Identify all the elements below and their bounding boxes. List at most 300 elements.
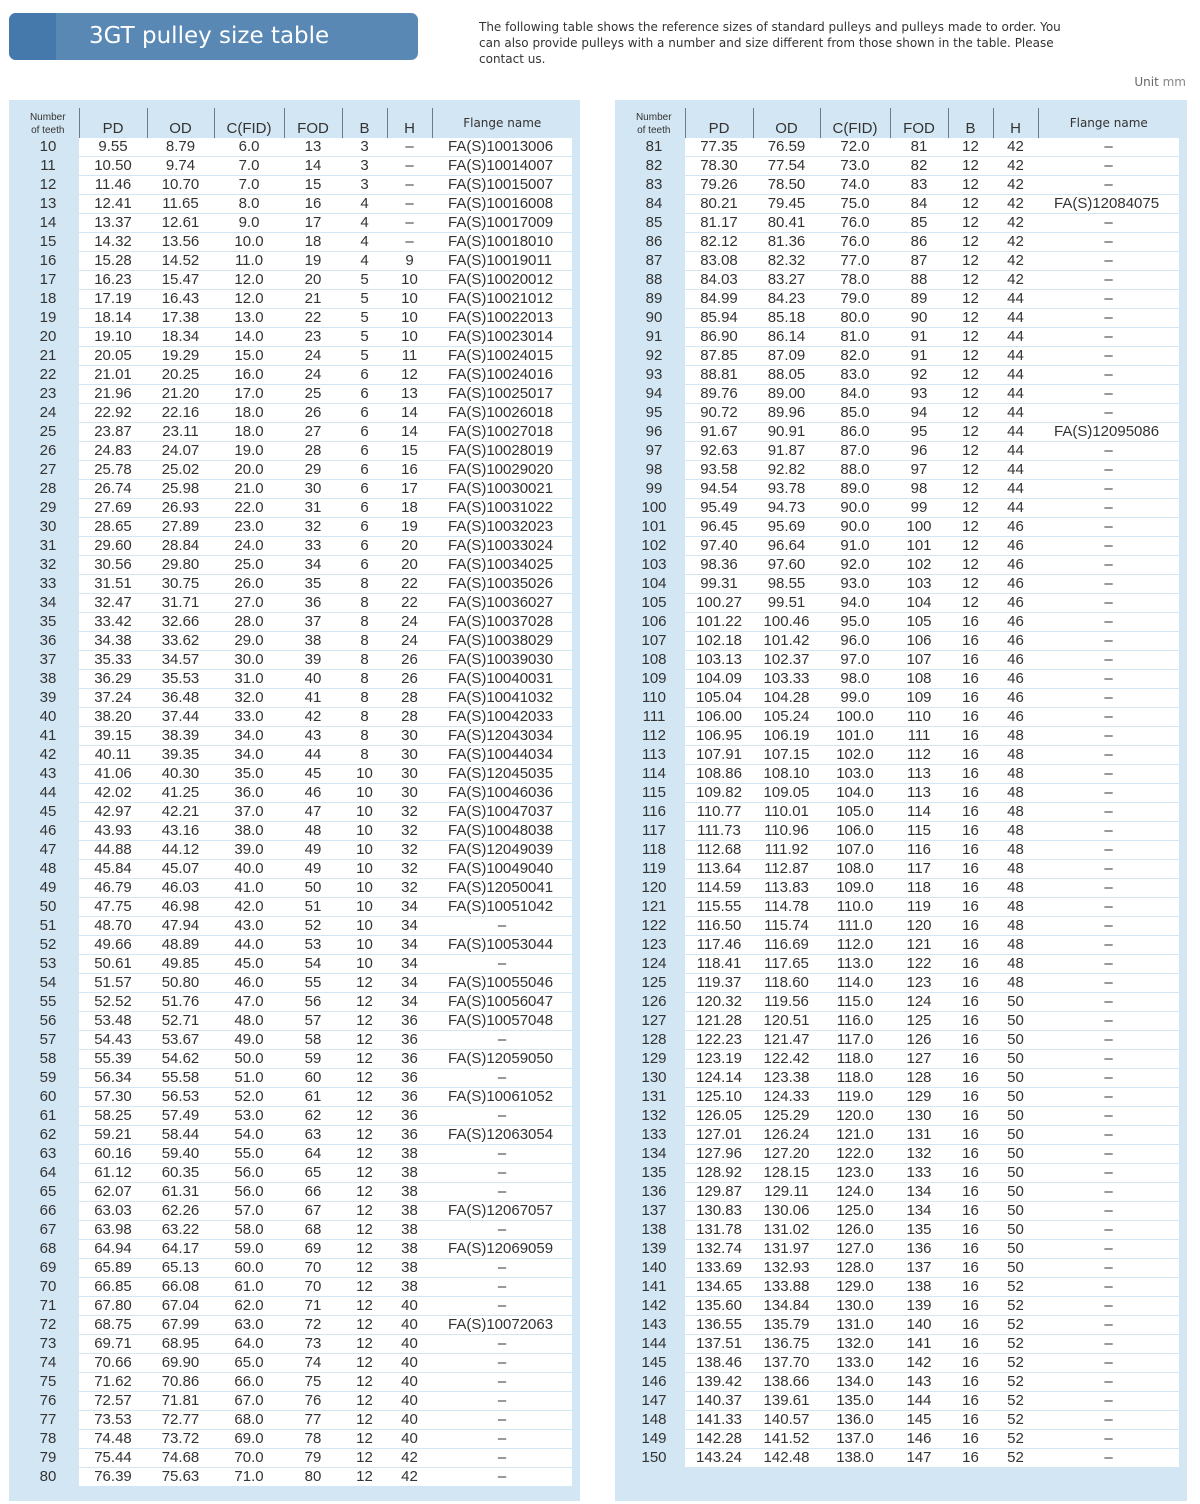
cell-h: 42: [993, 214, 1038, 233]
cell-fod: 30: [284, 480, 342, 499]
table-row: [17, 271, 572, 290]
cell-cfid: 137.0: [820, 1430, 890, 1449]
table-row: [623, 366, 1179, 385]
col-header-pd: PD: [79, 108, 147, 138]
cell-flange: FA(S)10035026: [432, 575, 572, 594]
cell-flange: –: [1038, 1449, 1179, 1468]
cell-cfid: 51.0: [214, 1069, 284, 1088]
cell-pd: 22.92: [79, 404, 147, 423]
cell-cfid: 64.0: [214, 1335, 284, 1354]
table-row: [623, 1354, 1179, 1373]
cell-pd: 30.56: [79, 556, 147, 575]
table-row: [17, 1468, 572, 1487]
table-row: [17, 765, 572, 784]
cell-pd: 132.74: [685, 1240, 753, 1259]
cell-od: 56.53: [147, 1088, 214, 1107]
cell-flange: –: [1038, 176, 1179, 195]
cell-pd: 137.51: [685, 1335, 753, 1354]
cell-pd: 31.51: [79, 575, 147, 594]
cell-od: 127.20: [753, 1145, 820, 1164]
cell-flange: –: [1038, 936, 1179, 955]
cell-pd: 75.44: [79, 1449, 147, 1468]
table-row: [17, 594, 572, 613]
cell-fod: 53: [284, 936, 342, 955]
cell-h: 42: [993, 195, 1038, 214]
cell-teeth: 40: [17, 708, 79, 727]
cell-teeth: 122: [623, 917, 685, 936]
cell-fod: 145: [890, 1411, 948, 1430]
cell-h: 50: [993, 1259, 1038, 1278]
cell-pd: 29.60: [79, 537, 147, 556]
cell-h: 17: [387, 480, 432, 499]
cell-b: 16: [948, 822, 993, 841]
cell-h: 44: [993, 347, 1038, 366]
table-row: [623, 993, 1179, 1012]
cell-cfid: 7.0: [214, 176, 284, 195]
cell-flange: –: [1038, 708, 1179, 727]
cell-h: 44: [993, 442, 1038, 461]
cell-fod: 86: [890, 233, 948, 252]
cell-b: 6: [342, 480, 387, 499]
cell-fod: 14: [284, 157, 342, 176]
cell-od: 85.18: [753, 309, 820, 328]
cell-flange: –: [1038, 252, 1179, 271]
cell-od: 50.80: [147, 974, 214, 993]
cell-teeth: 112: [623, 727, 685, 746]
cell-flange: FA(S)10061052: [432, 1088, 572, 1107]
cell-od: 13.56: [147, 233, 214, 252]
table-row: [623, 423, 1179, 442]
cell-od: 88.05: [753, 366, 820, 385]
cell-cfid: 74.0: [820, 176, 890, 195]
cell-pd: 78.30: [685, 157, 753, 176]
cell-h: –: [387, 214, 432, 233]
cell-b: 5: [342, 328, 387, 347]
cell-flange: FA(S)10017009: [432, 214, 572, 233]
cell-b: 4: [342, 195, 387, 214]
cell-pd: 129.87: [685, 1183, 753, 1202]
cell-h: 52: [993, 1411, 1038, 1430]
cell-b: 6: [342, 385, 387, 404]
cell-b: 16: [948, 1145, 993, 1164]
cell-flange: FA(S)10038029: [432, 632, 572, 651]
table-row: [623, 841, 1179, 860]
cell-fod: 48: [284, 822, 342, 841]
cell-od: 133.88: [753, 1278, 820, 1297]
col-header-teeth: [17, 108, 79, 138]
cell-teeth: 48: [17, 860, 79, 879]
cell-cfid: 23.0: [214, 518, 284, 537]
cell-flange: FA(S)10057048: [432, 1012, 572, 1031]
cell-flange: –: [1038, 404, 1179, 423]
table-row: [17, 1164, 572, 1183]
cell-pd: 68.75: [79, 1316, 147, 1335]
cell-cfid: 54.0: [214, 1126, 284, 1145]
cell-od: 105.24: [753, 708, 820, 727]
cell-fod: 33: [284, 537, 342, 556]
cell-pd: 33.42: [79, 613, 147, 632]
cell-pd: 10.50: [79, 157, 147, 176]
cell-cfid: 45.0: [214, 955, 284, 974]
table-row: [17, 309, 572, 328]
cell-od: 129.11: [753, 1183, 820, 1202]
cell-flange: FA(S)10019011: [432, 252, 572, 271]
table-row: [623, 1335, 1179, 1354]
col-header-fod: FOD: [284, 108, 342, 138]
cell-od: 52.71: [147, 1012, 214, 1031]
col-header-b: B: [342, 108, 387, 138]
cell-h: 32: [387, 860, 432, 879]
cell-pd: 74.48: [79, 1430, 147, 1449]
cell-pd: 97.40: [685, 537, 753, 556]
cell-b: 6: [342, 404, 387, 423]
cell-fod: 60: [284, 1069, 342, 1088]
cell-fod: 76: [284, 1392, 342, 1411]
cell-h: 38: [387, 1221, 432, 1240]
cell-b: 6: [342, 366, 387, 385]
cell-teeth: 85: [623, 214, 685, 233]
cell-cfid: 124.0: [820, 1183, 890, 1202]
cell-cfid: 52.0: [214, 1088, 284, 1107]
cell-h: 10: [387, 328, 432, 347]
title-accent-block: [9, 13, 56, 60]
cell-pd: 19.10: [79, 328, 147, 347]
cell-od: 29.80: [147, 556, 214, 575]
cell-teeth: 72: [17, 1316, 79, 1335]
cell-fod: 114: [890, 803, 948, 822]
table-row: [17, 233, 572, 252]
cell-cfid: 7.0: [214, 157, 284, 176]
table-header-row: [623, 108, 1179, 138]
cell-flange: –: [1038, 309, 1179, 328]
table-row: [17, 632, 572, 651]
cell-flange: –: [1038, 1240, 1179, 1259]
cell-flange: –: [1038, 727, 1179, 746]
cell-od: 65.13: [147, 1259, 214, 1278]
cell-fod: 108: [890, 670, 948, 689]
cell-od: 75.63: [147, 1468, 214, 1487]
cell-b: 16: [948, 784, 993, 803]
table-row: [623, 404, 1179, 423]
cell-teeth: 128: [623, 1031, 685, 1050]
cell-od: 82.32: [753, 252, 820, 271]
cell-teeth: 27: [17, 461, 79, 480]
cell-pd: 96.45: [685, 518, 753, 537]
cell-cfid: 100.0: [820, 708, 890, 727]
cell-pd: 45.84: [79, 860, 147, 879]
cell-od: 27.89: [147, 518, 214, 537]
cell-flange: FA(S)10022013: [432, 309, 572, 328]
cell-teeth: 105: [623, 594, 685, 613]
cell-teeth: 137: [623, 1202, 685, 1221]
cell-cfid: 75.0: [820, 195, 890, 214]
cell-fod: 28: [284, 442, 342, 461]
cell-teeth: 95: [623, 404, 685, 423]
cell-fod: 72: [284, 1316, 342, 1335]
cell-flange: –: [432, 1335, 572, 1354]
cell-b: 16: [948, 708, 993, 727]
cell-fod: 49: [284, 841, 342, 860]
cell-cfid: 13.0: [214, 309, 284, 328]
cell-pd: 106.95: [685, 727, 753, 746]
cell-cfid: 135.0: [820, 1392, 890, 1411]
cell-flange: –: [432, 1145, 572, 1164]
cell-cfid: 90.0: [820, 518, 890, 537]
cell-flange: FA(S)10049040: [432, 860, 572, 879]
cell-b: 16: [948, 689, 993, 708]
cell-flange: –: [1038, 328, 1179, 347]
cell-flange: –: [1038, 1335, 1179, 1354]
cell-pd: 53.48: [79, 1012, 147, 1031]
cell-od: 79.45: [753, 195, 820, 214]
cell-b: 16: [948, 1012, 993, 1031]
cell-flange: –: [1038, 993, 1179, 1012]
cell-b: 12: [948, 499, 993, 518]
cell-h: 52: [993, 1449, 1038, 1468]
cell-fod: 119: [890, 898, 948, 917]
cell-h: 40: [387, 1297, 432, 1316]
cell-od: 71.81: [147, 1392, 214, 1411]
cell-teeth: 91: [623, 328, 685, 347]
cell-fod: 144: [890, 1392, 948, 1411]
cell-h: 14: [387, 423, 432, 442]
cell-teeth: 101: [623, 518, 685, 537]
cell-h: 44: [993, 423, 1038, 442]
cell-cfid: 56.0: [214, 1183, 284, 1202]
table-row: [623, 233, 1179, 252]
cell-teeth: 116: [623, 803, 685, 822]
cell-b: 16: [948, 1221, 993, 1240]
cell-od: 111.92: [753, 841, 820, 860]
cell-od: 132.93: [753, 1259, 820, 1278]
cell-pd: 93.58: [685, 461, 753, 480]
cell-h: 52: [993, 1297, 1038, 1316]
cell-teeth: 84: [623, 195, 685, 214]
cell-cfid: 86.0: [820, 423, 890, 442]
cell-fod: 138: [890, 1278, 948, 1297]
cell-b: 12: [342, 1354, 387, 1373]
cell-pd: 136.55: [685, 1316, 753, 1335]
cell-b: 16: [948, 1392, 993, 1411]
table-row: [623, 613, 1179, 632]
table-row: [17, 214, 572, 233]
page-title: 3GT pulley size table: [89, 23, 330, 49]
cell-teeth: 35: [17, 613, 79, 632]
cell-od: 43.16: [147, 822, 214, 841]
cell-teeth: 110: [623, 689, 685, 708]
cell-od: 49.85: [147, 955, 214, 974]
cell-cfid: 87.0: [820, 442, 890, 461]
col-header-teeth-line1: Number: [29, 112, 66, 123]
cell-b: 12: [342, 1278, 387, 1297]
cell-teeth: 134: [623, 1145, 685, 1164]
cell-b: 12: [342, 1050, 387, 1069]
cell-pd: 140.37: [685, 1392, 753, 1411]
cell-od: 83.27: [753, 271, 820, 290]
cell-pd: 36.29: [79, 670, 147, 689]
cell-teeth: 129: [623, 1050, 685, 1069]
cell-od: 45.07: [147, 860, 214, 879]
table-row: [17, 347, 572, 366]
cell-cfid: 70.0: [214, 1449, 284, 1468]
cell-h: 42: [387, 1449, 432, 1468]
cell-pd: 85.94: [685, 309, 753, 328]
cell-flange: –: [1038, 1354, 1179, 1373]
cell-b: 16: [948, 1411, 993, 1430]
table-row: [17, 1411, 572, 1430]
cell-od: 39.35: [147, 746, 214, 765]
cell-teeth: 103: [623, 556, 685, 575]
cell-h: 22: [387, 594, 432, 613]
cell-h: 40: [387, 1373, 432, 1392]
cell-cfid: 72.0: [820, 138, 890, 157]
cell-pd: 79.26: [685, 176, 753, 195]
cell-h: 34: [387, 993, 432, 1012]
cell-teeth: 96: [623, 423, 685, 442]
cell-flange: FA(S)12069059: [432, 1240, 572, 1259]
cell-pd: 65.89: [79, 1259, 147, 1278]
cell-h: 24: [387, 613, 432, 632]
cell-teeth: 145: [623, 1354, 685, 1373]
cell-fod: 65: [284, 1164, 342, 1183]
cell-b: 12: [948, 385, 993, 404]
cell-flange: FA(S)10021012: [432, 290, 572, 309]
cell-cfid: 132.0: [820, 1335, 890, 1354]
cell-h: 18: [387, 499, 432, 518]
cell-cfid: 118.0: [820, 1050, 890, 1069]
cell-pd: 98.36: [685, 556, 753, 575]
cell-fod: 67: [284, 1202, 342, 1221]
cell-fod: 113: [890, 765, 948, 784]
unit-label: [1134, 75, 1186, 89]
cell-pd: 94.54: [685, 480, 753, 499]
table-row: [17, 1297, 572, 1316]
cell-cfid: 17.0: [214, 385, 284, 404]
cell-cfid: 35.0: [214, 765, 284, 784]
cell-flange: FA(S)10014007: [432, 157, 572, 176]
cell-fod: 24: [284, 366, 342, 385]
cell-h: 42: [993, 271, 1038, 290]
cell-b: 16: [948, 1240, 993, 1259]
cell-teeth: 60: [17, 1088, 79, 1107]
cell-b: 16: [948, 841, 993, 860]
cell-b: 16: [948, 1297, 993, 1316]
cell-od: 81.36: [753, 233, 820, 252]
cell-teeth: 148: [623, 1411, 685, 1430]
cell-cfid: 56.0: [214, 1164, 284, 1183]
cell-cfid: 18.0: [214, 404, 284, 423]
cell-pd: 59.21: [79, 1126, 147, 1145]
cell-pd: 28.65: [79, 518, 147, 537]
cell-teeth: 37: [17, 651, 79, 670]
cell-od: 122.42: [753, 1050, 820, 1069]
cell-fod: 22: [284, 309, 342, 328]
cell-cfid: 66.0: [214, 1373, 284, 1392]
cell-od: 77.54: [753, 157, 820, 176]
cell-h: 26: [387, 651, 432, 670]
col-header-cfid: C(FID): [214, 108, 284, 138]
cell-b: 12: [948, 518, 993, 537]
cell-cfid: 24.0: [214, 537, 284, 556]
cell-teeth: 47: [17, 841, 79, 860]
cell-cfid: 29.0: [214, 632, 284, 651]
cell-h: 48: [993, 841, 1038, 860]
cell-od: 103.33: [753, 670, 820, 689]
cell-flange: FA(S)12045035: [432, 765, 572, 784]
table-row: [17, 1145, 572, 1164]
cell-h: 50: [993, 1164, 1038, 1183]
cell-od: 55.58: [147, 1069, 214, 1088]
cell-teeth: 89: [623, 290, 685, 309]
cell-h: 44: [993, 366, 1038, 385]
cell-fod: 137: [890, 1259, 948, 1278]
cell-od: 46.98: [147, 898, 214, 917]
cell-h: 36: [387, 1107, 432, 1126]
cell-flange: –: [1038, 1259, 1179, 1278]
cell-h: 32: [387, 822, 432, 841]
cell-fod: 111: [890, 727, 948, 746]
cell-pd: 64.94: [79, 1240, 147, 1259]
cell-flange: –: [1038, 1411, 1179, 1430]
cell-b: 16: [948, 727, 993, 746]
table-row: [623, 1202, 1179, 1221]
cell-od: 91.87: [753, 442, 820, 461]
cell-teeth: 68: [17, 1240, 79, 1259]
cell-fod: 64: [284, 1145, 342, 1164]
cell-od: 14.52: [147, 252, 214, 271]
cell-od: 38.39: [147, 727, 214, 746]
cell-cfid: 118.0: [820, 1069, 890, 1088]
cell-flange: –: [1038, 518, 1179, 537]
cell-b: 8: [342, 689, 387, 708]
table-row: [623, 746, 1179, 765]
cell-cfid: 128.0: [820, 1259, 890, 1278]
cell-pd: 81.17: [685, 214, 753, 233]
cell-od: 61.31: [147, 1183, 214, 1202]
cell-fod: 70: [284, 1259, 342, 1278]
cell-pd: 127.01: [685, 1126, 753, 1145]
cell-teeth: 57: [17, 1031, 79, 1050]
cell-flange: FA(S)10024016: [432, 366, 572, 385]
cell-od: 41.25: [147, 784, 214, 803]
cell-pd: 124.14: [685, 1069, 753, 1088]
cell-teeth: 76: [17, 1392, 79, 1411]
cell-flange: –: [1038, 651, 1179, 670]
cell-pd: 13.37: [79, 214, 147, 233]
cell-teeth: 131: [623, 1088, 685, 1107]
cell-b: 16: [948, 1259, 993, 1278]
cell-teeth: 149: [623, 1430, 685, 1449]
cell-fod: 106: [890, 632, 948, 651]
cell-teeth: 38: [17, 670, 79, 689]
cell-flange: –: [1038, 1145, 1179, 1164]
cell-cfid: 46.0: [214, 974, 284, 993]
cell-pd: 21.96: [79, 385, 147, 404]
cell-teeth: 142: [623, 1297, 685, 1316]
cell-b: 12: [948, 271, 993, 290]
cell-flange: –: [1038, 1183, 1179, 1202]
cell-od: 67.04: [147, 1297, 214, 1316]
cell-b: 12: [342, 1145, 387, 1164]
cell-flange: –: [432, 1354, 572, 1373]
cell-flange: FA(S)10072063: [432, 1316, 572, 1335]
cell-flange: FA(S)10033024: [432, 537, 572, 556]
cell-od: 89.96: [753, 404, 820, 423]
cell-flange: –: [432, 955, 572, 974]
table-header-row: [17, 108, 572, 138]
cell-h: 44: [993, 309, 1038, 328]
cell-b: 16: [948, 1164, 993, 1183]
